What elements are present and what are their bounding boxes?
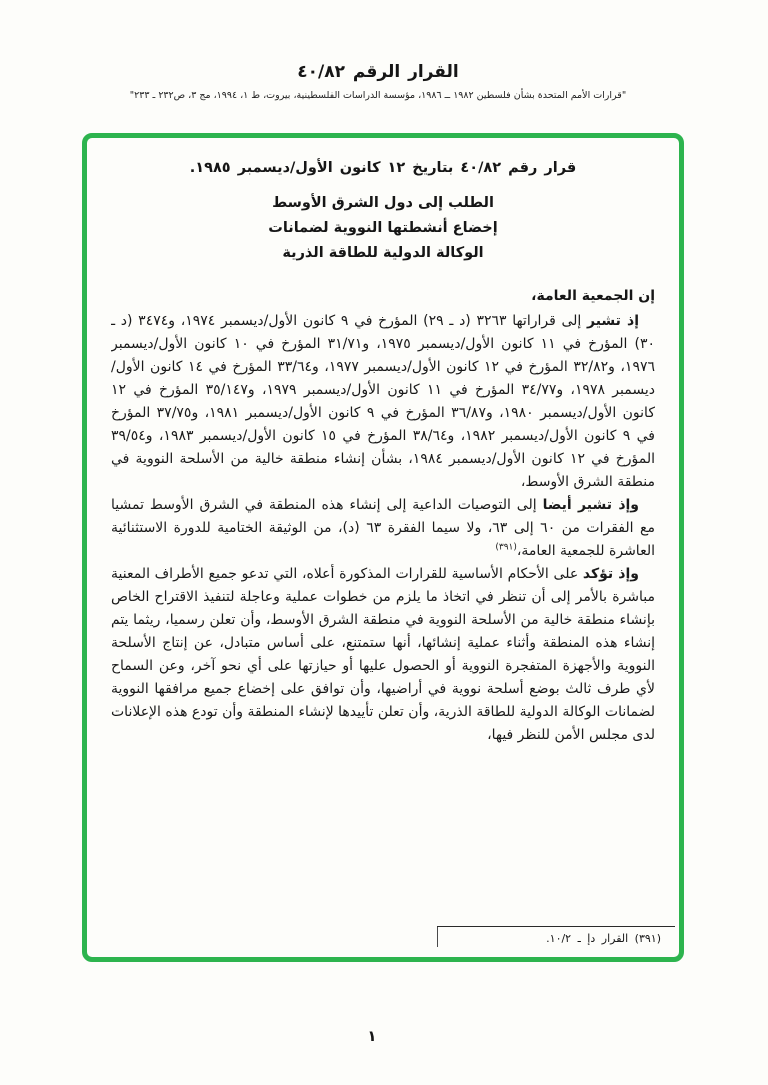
document-text [111,152,655,926]
resolution-paragraph [111,494,655,563]
resolution-title-line: الطلب إلى دول الشرق الأوسط [272,195,494,211]
paragraph-text: إلى قراراتها ٣٢٦٣ (د ـ ٢٩) المؤرخ في ٩ كانون الأول/ديسمبر ١٩٧٤، و٣٤٧٤ (د ـ ٣٠) المؤرخ في ١١ كانون الأول/ديسمبر ١٩٧٥، و٣١/٧١ المؤرخ في ١٠ كانون الأول/ديسمبر ١٩٧٦، و٣٢/٨٢ المؤرخ في ١٢ كانون الأول/ديسمبر ١٩٧٧، و٣٣/٦٤ المؤرخ في ١٤ كانون الأول/ديسمبر ١٩٧٨، و٣٤/٧٧ المؤرخ في ١١ كانون الأول/ديسمبر ١٩٧٩، و٣٥/١٤٧ المؤرخ في ١٢ كانون الأول/ديسمبر ١٩٨٠، و٣٦/٨٧ المؤرخ في ٩ كانون الأول/ديسمبر ١٩٨١، و٣٧/٧٥ المؤرخ في ٩ كانون الأول/ديسمبر ١٩٨٢، و٣٨/٦٤ المؤرخ في ١٥ كانون الأول/ديسمبر ١٩٨٣، و٣٩/٥٤ المؤرخ في ١٢ كانون الأول/ديسمبر ١٩٨٤، بشأن إنشاء منطقة خالية من الأسلحة النووية في منطقة الشرق الأوسط، [111,313,655,490]
document-frame [82,133,684,962]
paragraph-text: على الأحكام الأساسية للقرارات المذكورة أعلاه، التي تدعو جميع الأطراف المعنية مباشرة بالأمر إلى أن تنظر في اتخاذ ما يلزم من خطوات عملية وعاجلة لتنفيذ الاقتراح الخاص بإنشاء منطقة خالية من الأسلحة النووية في منطقة الشرق الأوسط، وأن تعلن رسميا، ريثما يتم إنشاء هذه المنطقة وأثناء عملية إنشائها، أنها ستمتنع، على أساس متبادل، عن إنتاج الأسلحة النووية والأجهزة المتفجرة النووية أو الحصول عليها أو حيازتها على أي نحو آخر، وعن السماح لأي طرف ثالث بوضع أسلحة نووية في أراضيها، وأن توافق على إخضاع جميع مرافقها النووية لضمانات الوكالة الدولية للطاقة الذرية، وأن تعلن تأييدها لإنشاء المنطقة وأن تودع هذه الإعلانات لدى مجلس الأمن للنظر فيها، [111,566,655,743]
resolution-title-line: إخضاع أنشطتها النووية لضمانات [268,220,498,236]
document-body [111,152,661,947]
paragraph-text: إلى التوصيات الداعية إلى إنشاء هذه المنطقة في الشرق الأوسط تمشيا مع الفقرات من ٦٠ إلى ٦٣، ولا سيما الفقرة ٦٣ (د)، من الوثيقة الختامية للدورة الاستثنائية العاشرة للجمعية العامة، [111,497,655,559]
footnote-reference: (٣٩١) [495,542,517,553]
paragraph-lead: وإذ تشير أيضا [542,497,640,513]
footnote-area [437,926,675,947]
page-number: ١ [367,1027,377,1045]
resolution-paragraph [111,310,655,494]
resolution-paragraph [111,563,655,747]
paragraph-lead: إذ تشير [586,313,639,329]
paragraph-lead: وإذ تؤكد [582,566,639,582]
resolution-title-line: الوكالة الدولية للطاقة الذرية [282,245,484,261]
resolution-heading: قرار رقم ٤٠/٨٢ بتاريخ ١٢ كانون الأول/ديسمبر ١٩٨٥. [189,160,577,176]
source-citation: "قرارات الأمم المتحدة بشأن فلسطين ١٩٨٢ ــ ١٩٨٦، مؤسسة الدراسات الفلسطينية، بيروت، ط ١، ١٩٩٤، مج ٣، ص٢٣٢ ـ ٢٣٣" [129,90,627,101]
salutation: إن الجمعية العامة، [531,288,655,304]
page-header [20,62,736,101]
footnote: (٣٩١) القرار دإ ـ ١٠/٢. [546,932,661,945]
resolution-title [111,191,655,266]
document-number-title: القرار الرقم ٤٠/٨٢ [297,62,459,82]
